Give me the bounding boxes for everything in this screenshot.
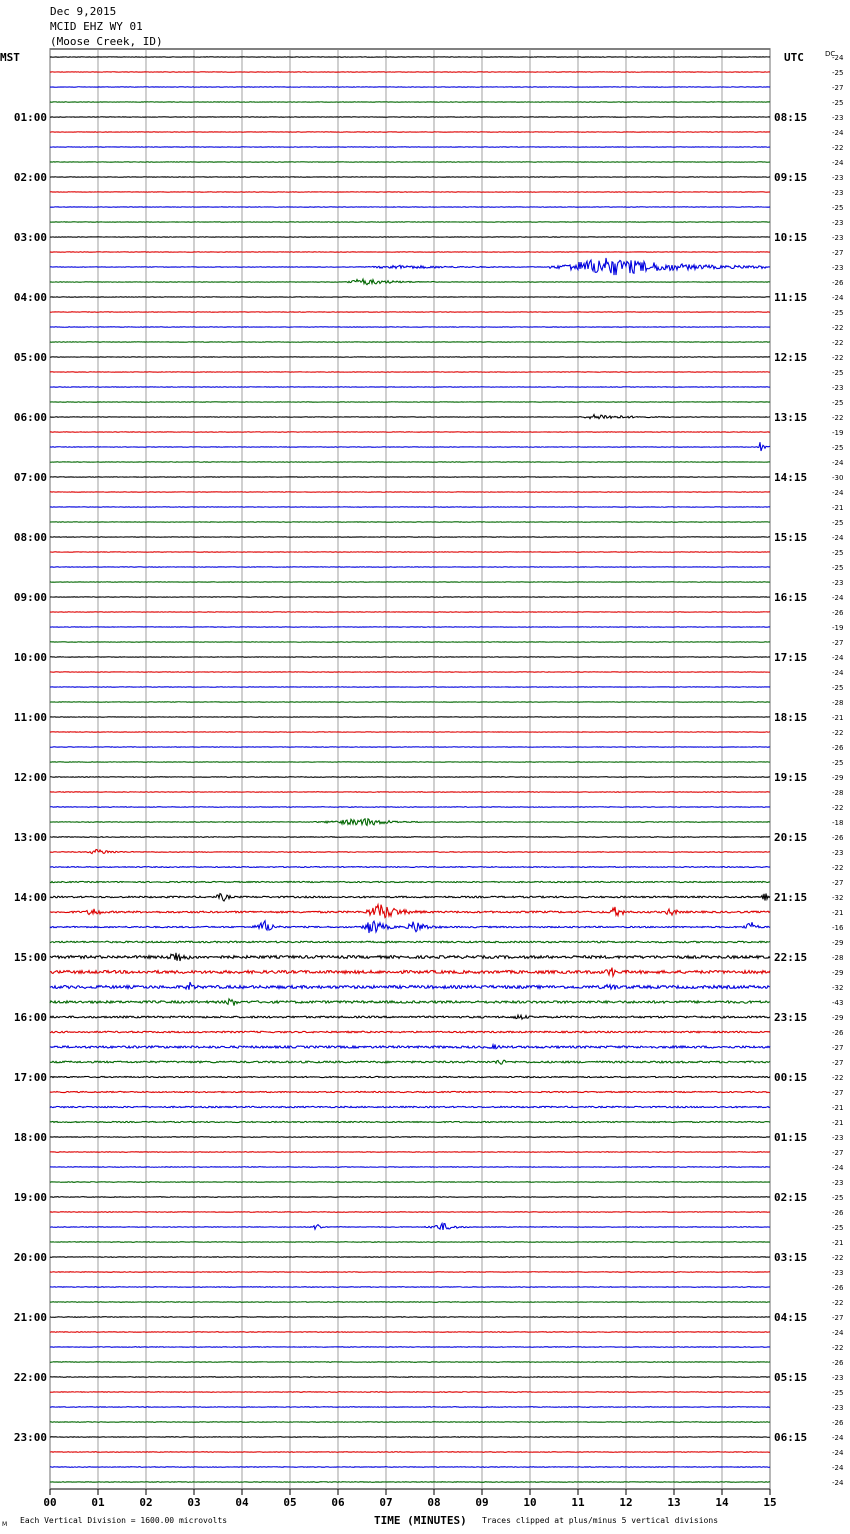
dc-offset-56: -32 [832,894,844,902]
trace-71 [50,1121,770,1122]
trace-66 [50,1044,770,1049]
utc-label-23: 06:15 [774,1431,808,1444]
trace-68 [50,1076,770,1077]
trace-87 [50,1362,770,1363]
trace-8 [50,177,770,178]
dc-offset-92: -24 [832,1434,844,1442]
trace-20 [50,357,770,358]
dc-offset-49: -28 [832,789,844,797]
trace-26 [50,442,770,451]
utc-label-4: 11:15 [774,291,808,304]
x-tick-label-13: 13 [667,1496,681,1509]
dc-offset-25: -19 [832,429,844,437]
utc-label-10: 17:15 [774,651,808,664]
dc-offset-28: -30 [832,474,844,482]
trace-57 [50,905,770,918]
utc-label-7: 14:15 [774,471,808,484]
x-tick-label-04: 04 [235,1496,249,1509]
mst-label-15: 15:00 [13,951,47,964]
trace-30 [50,507,770,508]
dc-offset-89: -25 [832,1389,844,1397]
dc-offset-44: -21 [832,714,844,722]
trace-16 [50,297,770,298]
trace-56 [50,894,770,901]
dc-offset-40: -24 [832,654,844,662]
trace-33 [50,552,770,553]
mst-label-20: 20:00 [13,1251,47,1264]
mst-label-22: 22:00 [13,1371,47,1384]
dc-offset-93: -24 [832,1449,844,1457]
x-tick-label-03: 03 [187,1496,201,1509]
mst-label-2: 02:00 [13,171,47,184]
utc-label-15: 22:15 [774,951,808,964]
x-tick-label-05: 05 [283,1496,297,1509]
dc-offset-91: -26 [832,1419,844,1427]
dc-offset-77: -26 [832,1209,844,1217]
dc-offset-72: -23 [832,1134,844,1142]
trace-3 [50,102,770,103]
mst-label-18: 18:00 [13,1131,47,1144]
dc-offset-16: -24 [832,294,844,302]
trace-5 [50,132,770,133]
dc-offset-36: -24 [832,594,844,602]
trace-18 [50,327,770,328]
dc-offset-73: -27 [832,1149,844,1157]
dc-offset-70: -21 [832,1104,844,1112]
grid-layer [50,49,770,1495]
dc-offset-84: -27 [832,1314,844,1322]
mst-label-16: 16:00 [13,1011,47,1024]
utc-label-1: 08:15 [774,111,808,124]
trace-82 [50,1287,770,1288]
dc-offset-10: -25 [832,204,844,212]
trace-54 [50,867,770,868]
mst-label-14: 14:00 [13,891,47,904]
station-code: MCID EHZ WY 01 [50,20,143,33]
mst-label-21: 21:00 [13,1311,47,1324]
station-location: (Moose Creek, ID) [50,35,163,48]
dc-offset-81: -23 [832,1269,844,1277]
utc-label-6: 13:15 [774,411,808,424]
dc-offset-31: -25 [832,519,844,527]
mst-label-12: 12:00 [13,771,47,784]
dc-offset-27: -24 [832,459,844,467]
trace-83 [50,1302,770,1303]
mst-label-23: 23:00 [13,1431,47,1444]
dc-offset-13: -27 [832,249,844,257]
trace-46 [50,747,770,748]
dc-offset-61: -29 [832,969,844,977]
dc-offset-66: -27 [832,1044,844,1052]
trace-41 [50,672,770,673]
dc-offset-41: -24 [832,669,844,677]
trace-23 [50,402,770,403]
trace-81 [50,1272,770,1273]
trace-94 [50,1467,770,1468]
dc-offset-21: -25 [832,369,844,377]
trace-75 [50,1182,770,1183]
utc-axis-label: UTC [784,51,804,64]
dc-offset-5: -24 [832,129,844,137]
dc-offset-1: -25 [832,69,844,77]
mst-label-1: 01:00 [13,111,47,124]
trace-76 [50,1197,770,1198]
dc-offset-20: -22 [832,354,844,362]
dc-offset-53: -23 [832,849,844,857]
mst-label-3: 03:00 [13,231,47,244]
trace-38 [50,627,770,628]
footer-scale: Each Vertical Division = 1600.00 microvolts [20,1516,228,1525]
trace-65 [50,1031,770,1033]
dc-offset-18: -22 [832,324,844,332]
x-tick-label-09: 09 [475,1496,489,1509]
dc-offset-42: -25 [832,684,844,692]
x-tick-label-06: 06 [331,1496,345,1509]
trace-95 [50,1482,770,1483]
trace-52 [50,837,770,838]
trace-25 [50,432,770,433]
trace-93 [50,1452,770,1453]
dc-offset-29: -24 [832,489,844,497]
x-tick-label-12: 12 [619,1496,633,1509]
dc-offset-58: -16 [832,924,844,932]
mst-label-11: 11:00 [13,711,47,724]
plot-frame [50,49,770,1489]
trace-64 [50,1015,770,1019]
trace-51 [50,819,770,826]
dc-offset-63: -43 [832,999,844,1007]
trace-43 [50,702,770,703]
dc-offset-79: -21 [832,1239,844,1247]
trace-10 [50,207,770,208]
dc-offset-86: -22 [832,1344,844,1352]
dc-offset-39: -27 [832,639,844,647]
trace-37 [50,612,770,613]
x-tick-label-10: 10 [523,1496,537,1509]
dc-offset-48: -29 [832,774,844,782]
utc-label-18: 01:15 [774,1131,808,1144]
dc-offset-0: -24 [832,54,844,62]
dc-offset-33: -25 [832,549,844,557]
utc-label-16: 23:15 [774,1011,808,1024]
trace-79 [50,1242,770,1243]
mst-label-4: 04:00 [13,291,47,304]
x-tick-label-15: 15 [763,1496,777,1509]
dc-offset-82: -26 [832,1284,844,1292]
dc-offset-9: -23 [832,189,844,197]
mst-label-9: 09:00 [13,591,47,604]
dc-offset-51: -18 [832,819,844,827]
dc-offset-17: -25 [832,309,844,317]
dc-offset-57: -21 [832,909,844,917]
trace-29 [50,492,770,493]
dc-offset-43: -28 [832,699,844,707]
dc-offset-94: -24 [832,1464,844,1472]
dc-offset-4: -23 [832,114,844,122]
dc-offset-90: -23 [832,1404,844,1412]
trace-78 [50,1224,770,1230]
mst-label-7: 07:00 [13,471,47,484]
dc-offset-69: -27 [832,1089,844,1097]
trace-17 [50,312,770,313]
trace-48 [50,777,770,778]
utc-label-19: 02:15 [774,1191,808,1204]
utc-label-22: 05:15 [774,1371,808,1384]
dc-offset-50: -22 [832,804,844,812]
dc-offset-30: -21 [832,504,844,512]
x-tick-label-14: 14 [715,1496,729,1509]
x-tick-label-08: 08 [427,1496,441,1509]
mst-label-17: 17:00 [13,1071,47,1084]
dc-offset-78: -25 [832,1224,844,1232]
x-tick-label-00: 00 [43,1496,57,1509]
dc-offset-71: -21 [832,1119,844,1127]
dc-offset-6: -22 [832,144,844,152]
trace-45 [50,732,770,733]
trace-0 [50,57,770,58]
label-layer [0,50,844,1528]
dc-offset-80: -22 [832,1254,844,1262]
footer-mark: M [2,1521,8,1528]
dc-offset-37: -26 [832,609,844,617]
trace-7 [50,162,770,163]
dc-offset-24: -22 [832,414,844,422]
utc-label-3: 10:15 [774,231,808,244]
trace-49 [50,792,770,793]
dc-offset-38: -19 [832,624,844,632]
trace-35 [50,582,770,583]
dc-offset-88: -23 [832,1374,844,1382]
trace-2 [50,87,770,88]
trace-layer [50,57,770,1483]
utc-label-11: 18:15 [774,711,808,724]
trace-6 [50,147,770,148]
dc-offset-22: -23 [832,384,844,392]
trace-40 [50,657,770,658]
trace-74 [50,1167,770,1168]
trace-73 [50,1152,770,1153]
dc-offset-59: -29 [832,939,844,947]
trace-31 [50,522,770,523]
mst-label-8: 08:00 [13,531,47,544]
utc-label-14: 21:15 [774,891,808,904]
trace-28 [50,477,770,478]
trace-70 [50,1106,770,1107]
trace-91 [50,1422,770,1423]
dc-offset-55: -27 [832,879,844,887]
dc-offset-46: -26 [832,744,844,752]
trace-11 [50,222,770,223]
dc-offset-74: -24 [832,1164,844,1172]
dc-offset-19: -22 [832,339,844,347]
trace-42 [50,687,770,688]
trace-63 [50,999,770,1006]
trace-90 [50,1407,770,1408]
trace-15 [50,279,770,285]
dc-offset-12: -23 [832,234,844,242]
trace-69 [50,1091,770,1092]
dc-offset-14: -23 [832,264,844,272]
trace-62 [50,982,770,990]
trace-58 [50,921,770,933]
trace-60 [50,953,770,961]
trace-36 [50,597,770,598]
trace-80 [50,1257,770,1258]
dc-offset-32: -24 [832,534,844,542]
trace-50 [50,807,770,808]
dc-offset-47: -25 [832,759,844,767]
trace-84 [50,1317,770,1318]
utc-label-21: 04:15 [774,1311,808,1324]
x-axis-title: TIME (MINUTES) [374,1514,467,1527]
trace-77 [50,1212,770,1213]
trace-47 [50,762,770,763]
utc-label-5: 12:15 [774,351,808,364]
utc-label-13: 20:15 [774,831,808,844]
dc-offset-23: -25 [832,399,844,407]
trace-44 [50,717,770,718]
dc-offset-62: -32 [832,984,844,992]
dc-offset-68: -22 [832,1074,844,1082]
mst-label-5: 05:00 [13,351,47,364]
dc-offset-75: -23 [832,1179,844,1187]
trace-32 [50,537,770,538]
mst-label-6: 06:00 [13,411,47,424]
utc-label-8: 15:15 [774,531,808,544]
trace-39 [50,642,770,643]
x-tick-label-07: 07 [379,1496,393,1509]
dc-offset-45: -22 [832,729,844,737]
x-tick-label-02: 02 [139,1496,153,1509]
utc-label-2: 09:15 [774,171,808,184]
dc-offset-35: -23 [832,579,844,587]
dc-offset-85: -24 [832,1329,844,1337]
dc-offset-11: -23 [832,219,844,227]
trace-86 [50,1347,770,1348]
trace-4 [50,117,770,118]
dc-offset-65: -26 [832,1029,844,1037]
trace-19 [50,342,770,343]
utc-label-17: 00:15 [774,1071,808,1084]
dc-offset-7: -24 [832,159,844,167]
utc-label-12: 19:15 [774,771,808,784]
trace-61 [50,968,770,977]
mst-label-10: 10:00 [13,651,47,664]
trace-9 [50,192,770,193]
dc-offset-83: -22 [832,1299,844,1307]
dc-offset-54: -22 [832,864,844,872]
dc-offset-3: -25 [832,99,844,107]
trace-34 [50,567,770,568]
trace-13 [50,252,770,253]
trace-24 [50,415,770,419]
trace-22 [50,387,770,388]
dc-offset-60: -28 [832,954,844,962]
utc-label-9: 16:15 [774,591,808,604]
trace-89 [50,1392,770,1393]
dc-offset-34: -25 [832,564,844,572]
trace-59 [50,941,770,943]
mst-label-13: 13:00 [13,831,47,844]
x-tick-label-01: 01 [91,1496,105,1509]
trace-92 [50,1437,770,1438]
dc-offset-87: -26 [832,1359,844,1367]
dc-offset-95: -24 [832,1479,844,1487]
trace-21 [50,372,770,373]
trace-14 [50,258,770,275]
dc-offset-15: -26 [832,279,844,287]
dc-offset-76: -25 [832,1194,844,1202]
trace-85 [50,1332,770,1333]
mst-label-19: 19:00 [13,1191,47,1204]
trace-12 [50,237,770,238]
trace-1 [50,72,770,73]
dc-offset-2: -27 [832,84,844,92]
chart-date: Dec 9,2015 [50,5,117,18]
footer-clip-note: Traces clipped at plus/minus 5 vertical divisions [482,1516,719,1525]
trace-67 [50,1060,770,1064]
x-tick-label-11: 11 [571,1496,585,1509]
dc-column-label: DC [825,50,836,58]
mst-axis-label: MST [0,51,20,64]
dc-offset-67: -27 [832,1059,844,1067]
trace-72 [50,1137,770,1138]
dc-offset-52: -26 [832,834,844,842]
trace-88 [50,1377,770,1378]
trace-53 [50,849,770,853]
dc-offset-8: -23 [832,174,844,182]
dc-offset-64: -29 [832,1014,844,1022]
trace-55 [50,881,770,882]
utc-label-20: 03:15 [774,1251,808,1264]
dc-offset-26: -25 [832,444,844,452]
trace-27 [50,462,770,463]
